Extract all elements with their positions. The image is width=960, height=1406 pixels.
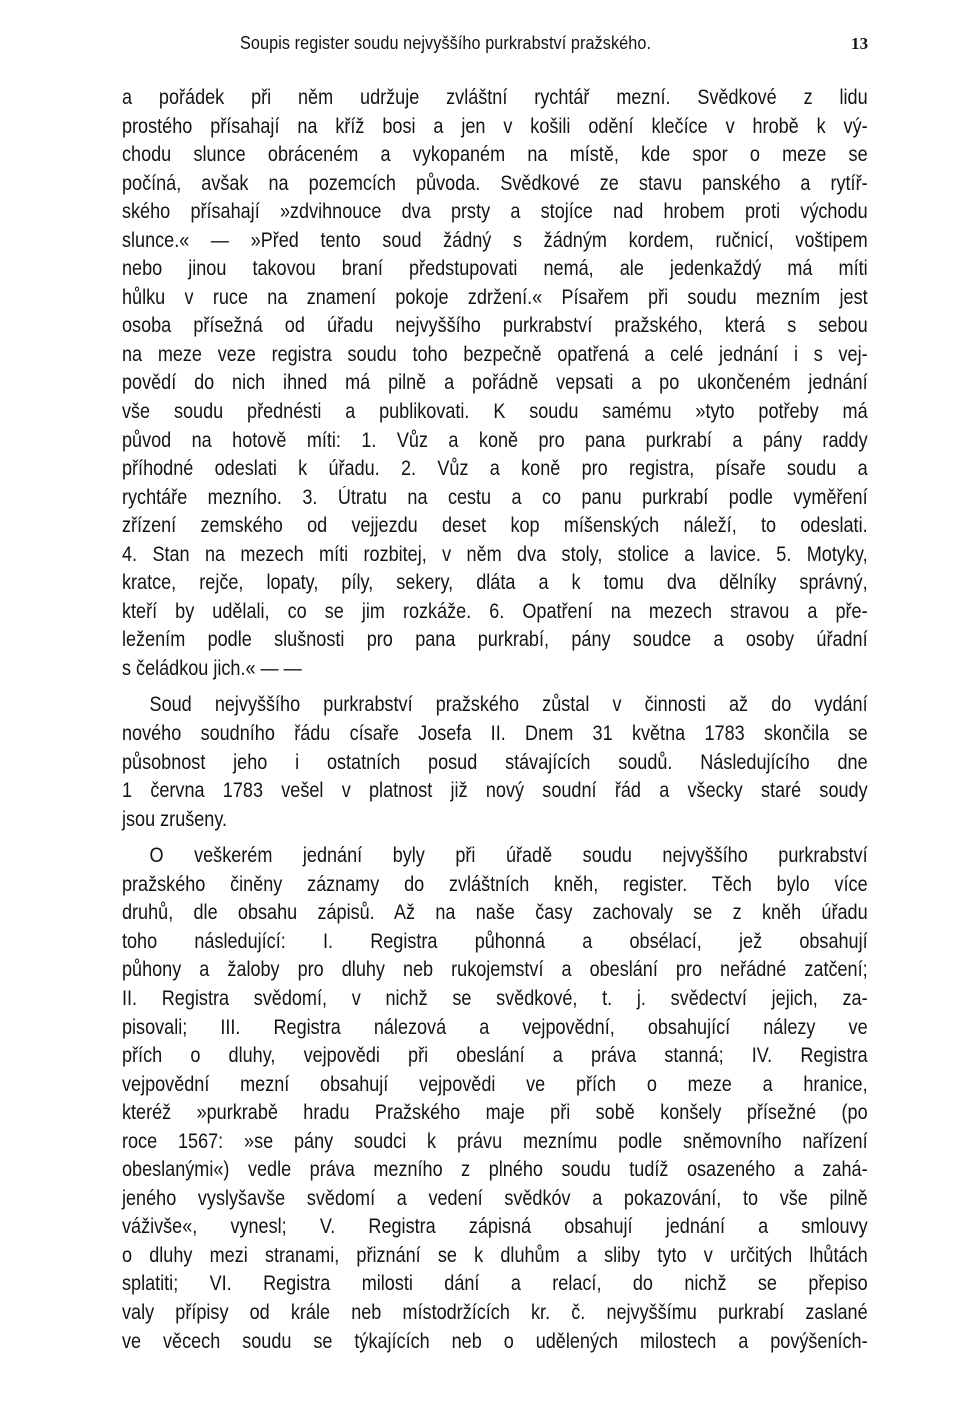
text-line: valy přípisy od krále neb místodržících kr. č. nejvyššímu purkrabí zaslané (122, 1300, 868, 1324)
text-line: jsou zrušeny. (122, 807, 228, 831)
text-line: slunce.« — »Před tento soud žádný s žádným kordem, ručnicí, voštipem (122, 228, 868, 252)
page-number: 13 (851, 34, 869, 53)
paragraph-3 (122, 842, 868, 1356)
text-line: obeslanými«) vedle práva mezního z plného soudu tudíž osazeného a zahá- (122, 1158, 868, 1182)
text-line: O veškerém jednání byly při úřadě soudu nejvyššího purkrabství (149, 844, 868, 868)
paragraph-2 (122, 691, 868, 834)
text-line: Soud nejvyššího purkrabství pražského zůstal v činnosti až do vydání (149, 693, 868, 717)
text-line: hůlku v ruce na znamení pokoje zdržení.« Písařem při soudu mezním jest (122, 285, 868, 309)
text-line: II. Registra svědomí, v nichž se svědkové, t. j. svědectví jejich, za- (122, 986, 868, 1010)
text-line: pisovali; III. Registra nálezová a vejpovědní, obsahující nálezy ve (122, 1015, 868, 1039)
text-line: váživše«, vynesl; V. Registra zápisná obsahují jednání a smlouvy (122, 1215, 868, 1239)
text-line: zřízení zemského od vejjezdu deset kop míšenských náleží, to odeslati. (122, 514, 868, 538)
paragraph-1 (122, 84, 868, 683)
text-line: a pořádek při něm udržuje zvláštní rychtář mezní. Svědkové z lidu (122, 86, 868, 109)
running-header (0, 33, 960, 57)
text-line: nebo jinou takovou braní předstupovati nemá, ale jedenkaždý má míti (122, 257, 868, 281)
text-line: ve věcech soudu se týkajících neb o udělených milostech a povýšeních- (122, 1329, 868, 1353)
paragraph-gap (122, 683, 868, 691)
text-line: půhony a žaloby pro dluhy neb rukojemství a obeslání pro neřádné zatčení; (122, 958, 868, 982)
text-line: kratce, rejče, lopaty, píly, sekery, dláta a k tomu dva dělníky správný, (122, 571, 868, 595)
text-line: chodu slunce obráceném a vykopaném na místě, kde spor o meze se (122, 143, 868, 167)
text-line: o dluhy mezi stranami, přiznání se k dluhům a sliby tyto v určitých lhůtách (122, 1243, 868, 1267)
text-line: přích o dluhy, vejpovědi při obeslání a práva stanná; IV. Registra (122, 1044, 868, 1068)
text-line: ležením podle slušnosti pro pana purkrabí, pány soudce a osoby úřadní (122, 628, 868, 652)
text-line: toho následující: I. Registra půhonná a obsélací, jež obsahují (122, 929, 868, 953)
text-line: splatiti; VI. Registra milosti dání a relací, do nichž se přepiso (122, 1272, 868, 1296)
text-line: počíná, avšak na pozemcích původa. Svědkové ze stavu panského a rytíř- (122, 171, 868, 195)
text-line: s čeládkou jich.« — — (122, 656, 302, 680)
text-line: 4. Stan na mezech míti rozbitej, v něm dva stoly, stolice a lavice. 5. Motyky, (122, 542, 868, 566)
text-line: druhů, dle obsahu zápisů. Až na naše časy zachovaly se z kněh úřadu (122, 901, 868, 925)
body-text (122, 84, 868, 1356)
text-line: vše soudu přednésti a publikovati. K soudu samému »tyto potřeby má (122, 400, 868, 424)
text-line: pražského činěny záznamy do zvláštních kněh, register. Těch bylo více (122, 872, 868, 896)
text-line: 1 června 1783 vešel v platnost již nový soudní řád a všecky staré soudy (122, 779, 868, 803)
text-line: působnost jeho i ostatních posud stávajících soudů. Následujícího dne (122, 750, 868, 774)
text-line: kteří by udělali, co se jim rozkáže. 6. Opatření na mezech stravou a pře- (122, 599, 868, 623)
paragraph-gap (122, 834, 868, 842)
text-line: kteréž »purkrabě hradu Pražského maje při sobě konšely přísežné (po (122, 1101, 868, 1125)
text-line: roce 1567: »se pány soudci k právu meznímu podle sněmovního nařízení (122, 1129, 868, 1153)
text-line: ského přísahají »zdvihnouce dva prsty a stojíce nad hrobem proti východu (122, 200, 868, 224)
running-title: Soupis register soudu nejvyššího purkrabství pražského. (240, 33, 652, 53)
text-line: jeného vyslyšavše svědomí a vedení svědkóv a pokazování, to vše pilně (122, 1186, 868, 1210)
text-line: na meze veze registra soudu toho bezpečně opatřená a celé jednání i s vej- (122, 342, 868, 366)
text-line: původ na hotově míti: 1. Vůz a koně pro pana purkrabí a pány raddy (122, 428, 868, 452)
text-line: vejpovědní mezní obsahují vejpovědi ve přích o meze a hranice, (122, 1072, 868, 1096)
text-line: povědí do nich ihned má pilně a pořádně vepsati a po ukončeném jednání (122, 371, 868, 395)
text-line: příhodné odeslati k úřadu. 2. Vůz a koně pro registra, písaře soudu a (122, 457, 868, 481)
text-line: rychtáře mezního. 3. Útratu na cestu a co panu purkrabí podle vyměření (122, 485, 868, 509)
text-line: prostého přísahají na kříž bosi a jen v košili odění klečíce v hrobě k vý- (122, 114, 868, 138)
text-line: nového soudního řádu císaře Josefa II. Dnem 31 května 1783 skončila se (122, 722, 868, 746)
text-line: osoba přísežná od úřadu nejvyššího purkrabství pražského, která s sebou (122, 314, 868, 338)
